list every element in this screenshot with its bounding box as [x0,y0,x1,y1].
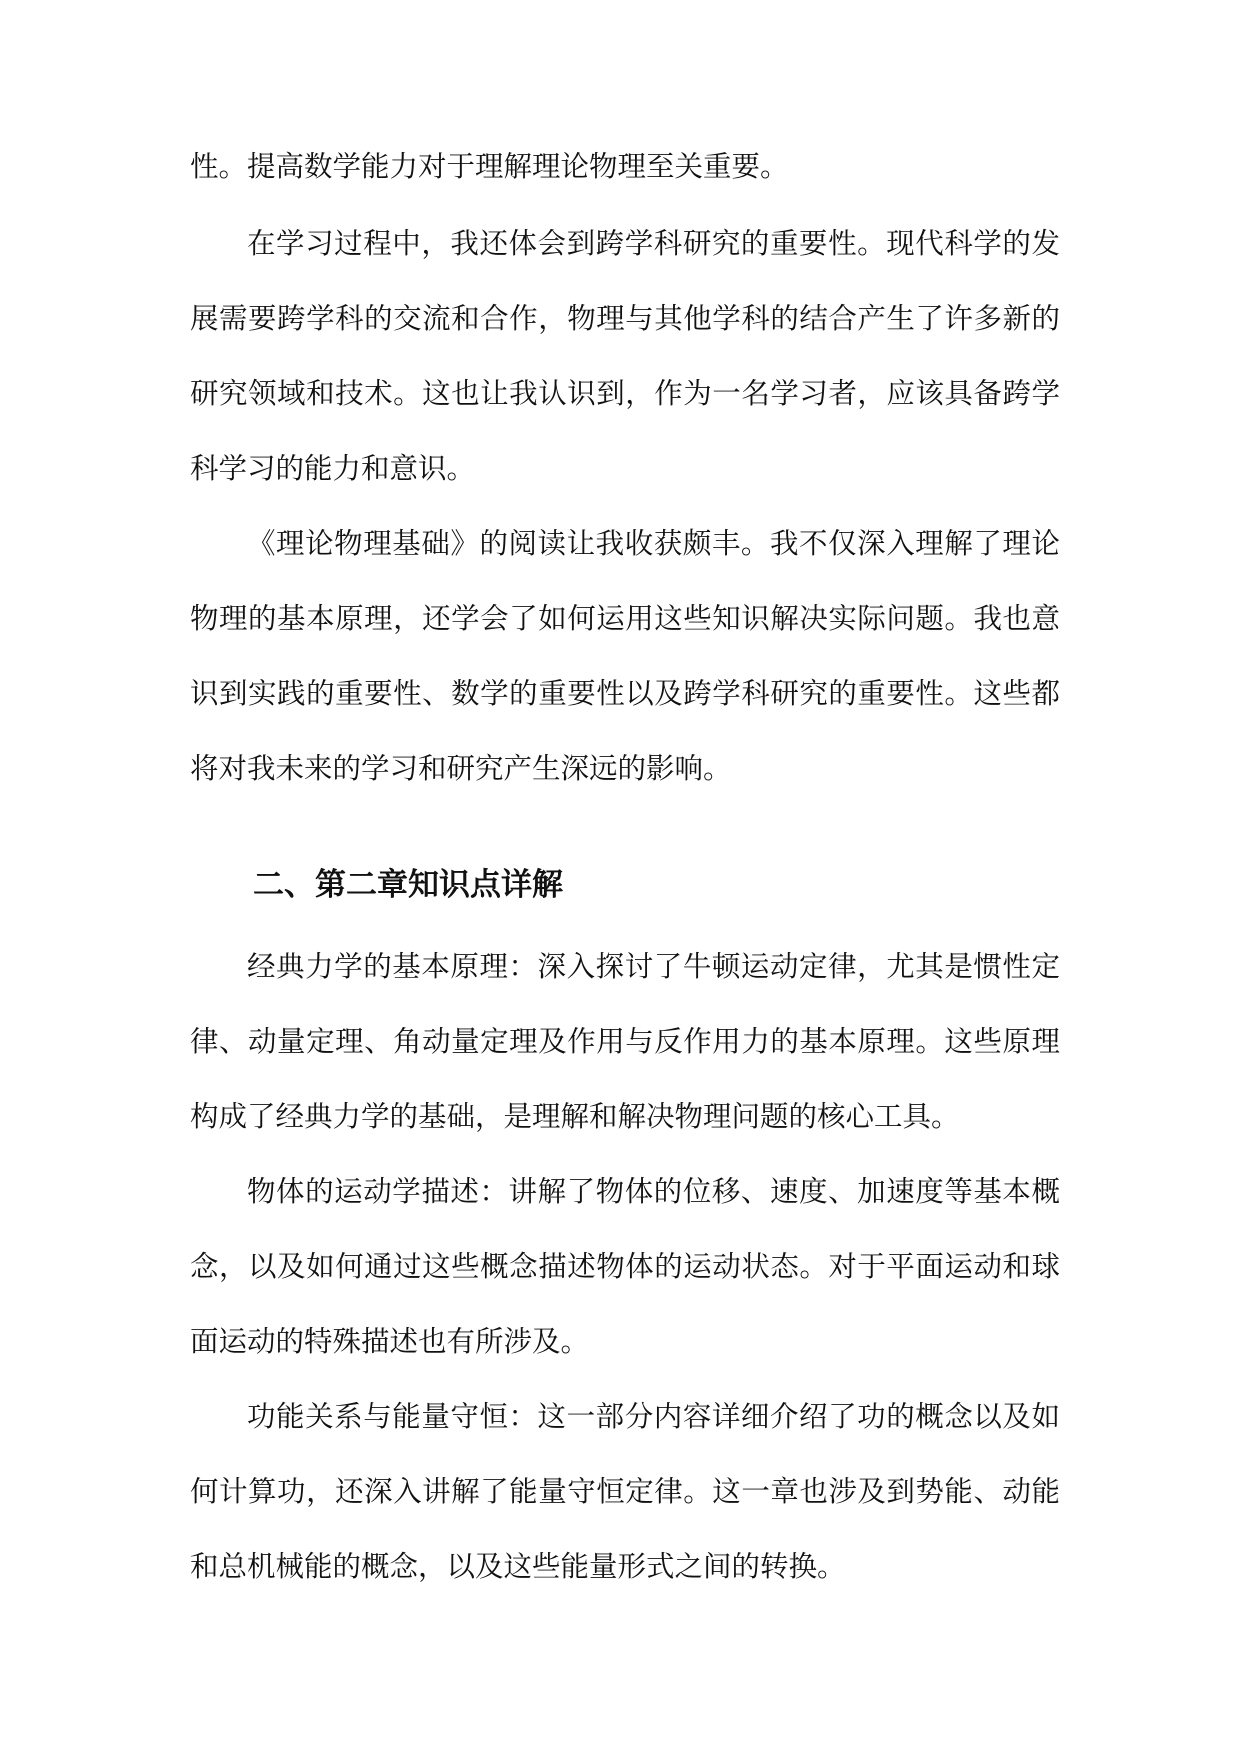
paragraph-line: 念，以及如何通过这些概念描述物体的运动状态。对于平面运动和球 [190,1250,1060,1283]
paragraph-line: 面运动的特殊描述也有所涉及。 [190,1325,590,1358]
paragraph-line: 物理的基本原理，还学会了如何运用这些知识解决实际问题。我也意 [190,602,1060,635]
paragraph-line: 《理论物理基础》的阅读让我收获颇丰。我不仅深入理解了理论 [247,527,1060,560]
paragraph-line: 将对我未来的学习和研究产生深远的影响。 [190,752,732,785]
paragraph-line: 在学习过程中，我还体会到跨学科研究的重要性。现代科学的发 [247,227,1060,260]
paragraph-line: 物体的运动学描述：讲解了物体的位移、速度、加速度等基本概 [247,1175,1060,1208]
paragraph-line: 科学习的能力和意识。 [190,452,476,485]
paragraph-line: 经典力学的基本原理：深入探讨了牛顿运动定律，尤其是惯性定 [247,950,1060,983]
paragraph-line: 性。提高数学能力对于理解理论物理至关重要。 [190,150,789,183]
paragraph-line: 律、动量定理、角动量定理及作用与反作用力的基本原理。这些原理 [190,1025,1060,1058]
paragraph-line: 识到实践的重要性、数学的重要性以及跨学科研究的重要性。这些都 [190,677,1060,710]
paragraph-line: 功能关系与能量守恒：这一部分内容详细介绍了功的概念以及如 [247,1400,1060,1433]
paragraph-line: 构成了经典力学的基础，是理解和解决物理问题的核心工具。 [190,1100,960,1133]
paragraph-line: 何计算功，还深入讲解了能量守恒定律。这一章也涉及到势能、动能 [190,1475,1060,1508]
section-heading: 二、第二章知识点详解 [253,867,563,903]
paragraph-line: 和总机械能的概念，以及这些能量形式之间的转换。 [190,1550,846,1583]
paragraph-line: 展需要跨学科的交流和合作，物理与其他学科的结合产生了许多新的 [190,302,1060,335]
paragraph-line: 研究领域和技术。这也让我认识到，作为一名学习者，应该具备跨学 [190,377,1060,410]
